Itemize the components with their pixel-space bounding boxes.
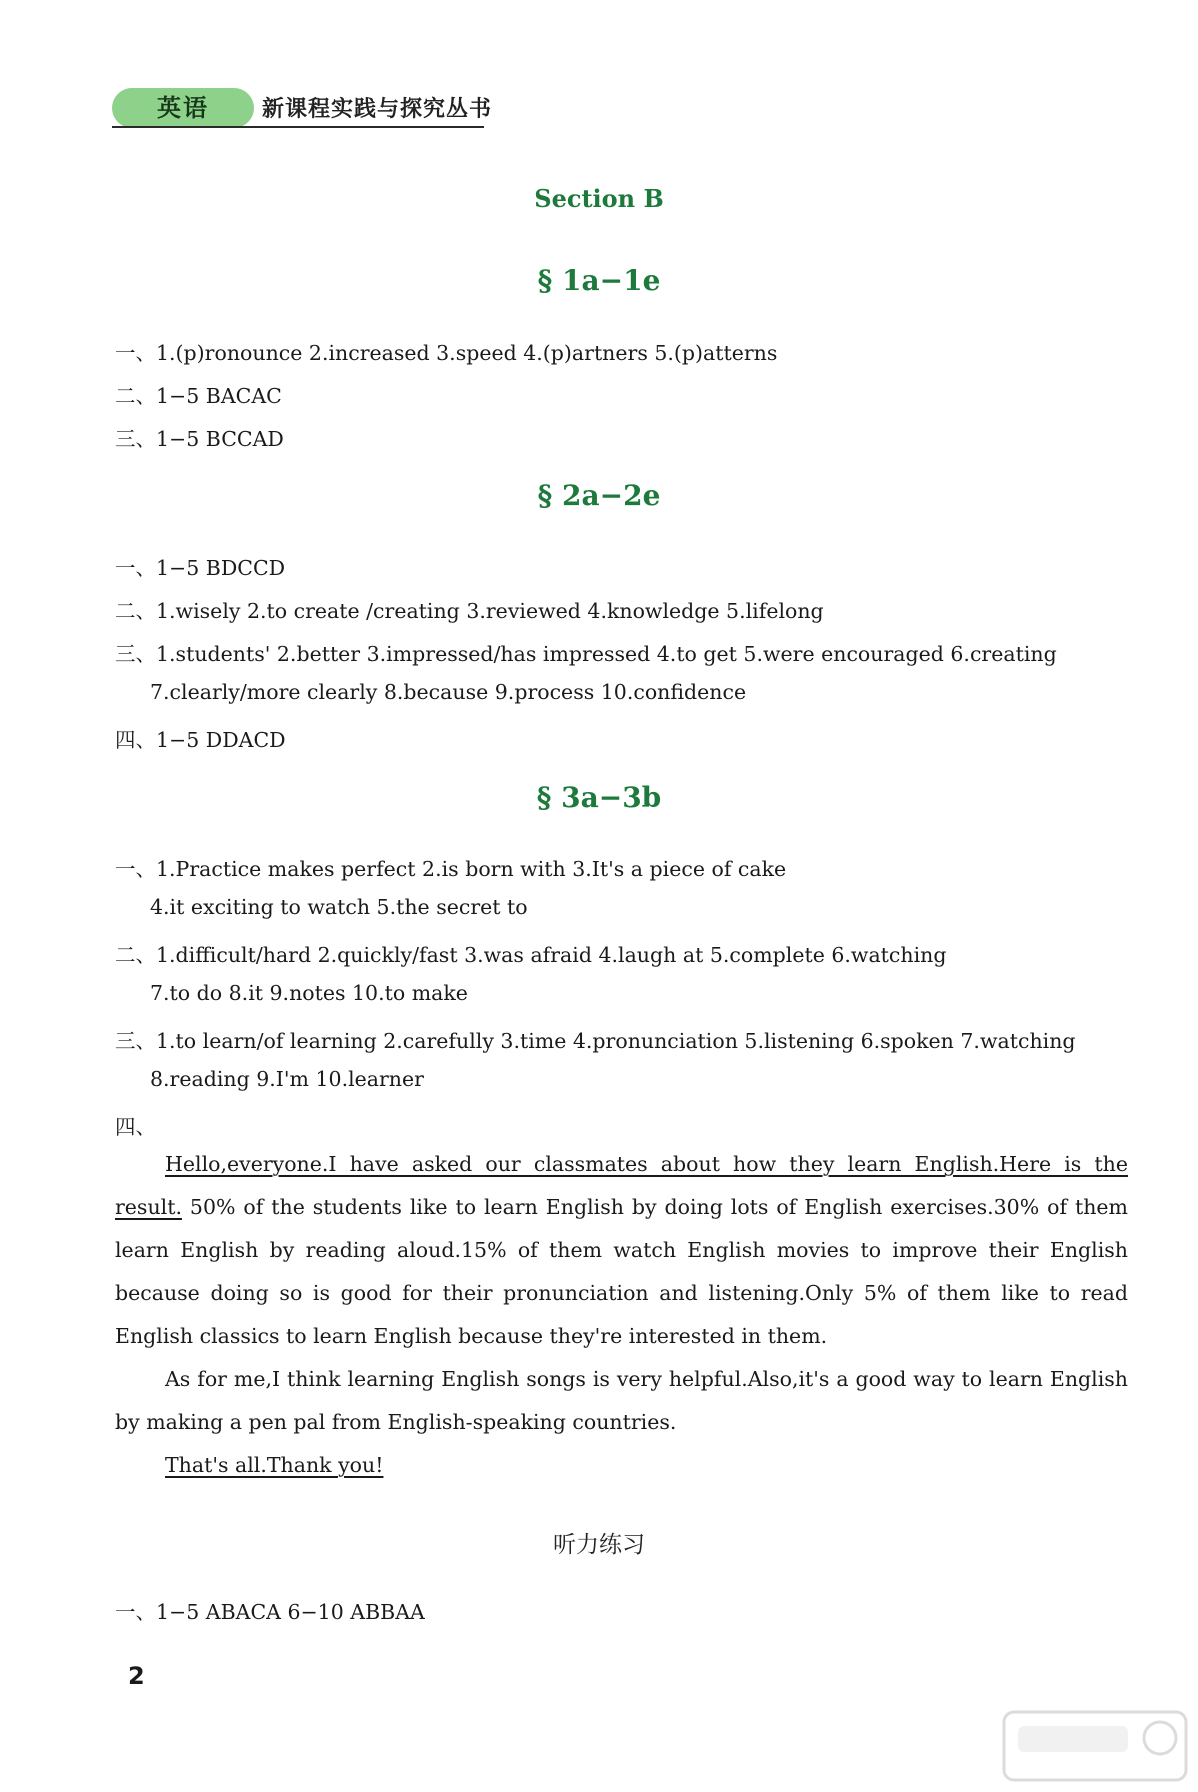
answer-line: 一、1−5 ABACA 6−10 ABBAA — [115, 1600, 425, 1624]
essay-body: 50% of the students like to learn English by doing lots of English exercises.30% of them learn English by reading aloud.15% of them watch English movies to improve their English because doing so is good for their pronunciation and listening.Only 5% of them like to read English classics to learn English because they're interested in them. — [115, 1195, 1128, 1348]
answer-line: 8.reading 9.I'm 10.learner — [150, 1067, 424, 1091]
watermark-logo — [1000, 1708, 1190, 1784]
answer-line: 三、1.students' 2.better 3.impressed/has impressed 4.to get 5.were encouraged 6.creating — [115, 642, 1057, 666]
page-number: 2 — [128, 1662, 145, 1690]
answer-line: 二、1.difficult/hard 2.quickly/fast 3.was afraid 4.laugh at 5.complete 6.watching — [115, 943, 947, 967]
section-title: Section B — [534, 184, 664, 213]
answer-line: 三、1.to learn/of learning 2.carefully 3.time 4.pronunciation 5.listening 6.spoken 7.watching — [115, 1029, 1076, 1053]
essay-paragraph-3 — [115, 1444, 1128, 1487]
subject-label: 英语 — [157, 94, 209, 122]
essay-intro-underlined: Hello,everyone.I have asked our classmates about how they learn English.Here is the result. — [115, 1152, 1128, 1219]
answer-line: 三、1−5 BCCAD — [115, 427, 284, 451]
answer-line: 二、1−5 BACAC — [115, 384, 282, 408]
series-title: 新课程实践与探究丛书 — [262, 97, 493, 122]
essay-closing: That's all.Thank you! — [165, 1453, 384, 1477]
answer-line: 一、1.(p)ronounce 2.increased 3.speed 4.(p)artners 5.(p)atterns — [115, 341, 778, 365]
answer-line: 4.it exciting to watch 5.the secret to — [150, 895, 528, 919]
subject-tag — [112, 88, 254, 128]
answer-line: 一、1.Practice makes perfect 2.is born with 3.It's a piece of cake — [115, 857, 787, 881]
answer-line: 7.to do 8.it 9.notes 10.to make — [150, 981, 468, 1005]
section-2-heading: § 2a−2e — [537, 479, 661, 512]
answer-line: 二、1.wisely 2.to create /creating 3.reviewed 4.knowledge 5.lifelong — [115, 599, 824, 623]
section-3-heading: § 3a−3b — [536, 781, 662, 814]
header-rule — [112, 126, 484, 128]
answer-line: 四、 — [115, 1115, 156, 1139]
listening-title: 听力练习 — [553, 1532, 645, 1558]
answer-line: 7.clearly/more clearly 8.because 9.process 10.confidence — [150, 680, 747, 704]
section-1-heading: § 1a−1e — [537, 264, 661, 297]
essay-paragraph-1 — [115, 1143, 1128, 1358]
answer-line: 一、1−5 BDCCD — [115, 556, 286, 580]
answer-line: 四、1−5 DDACD — [115, 728, 286, 752]
essay-paragraph-2 — [115, 1358, 1128, 1444]
essay-opinion: As for me,I think learning English songs is very helpful.Also,it's a good way to learn English by making a pen pal from English-speaking countries. — [115, 1367, 1128, 1434]
